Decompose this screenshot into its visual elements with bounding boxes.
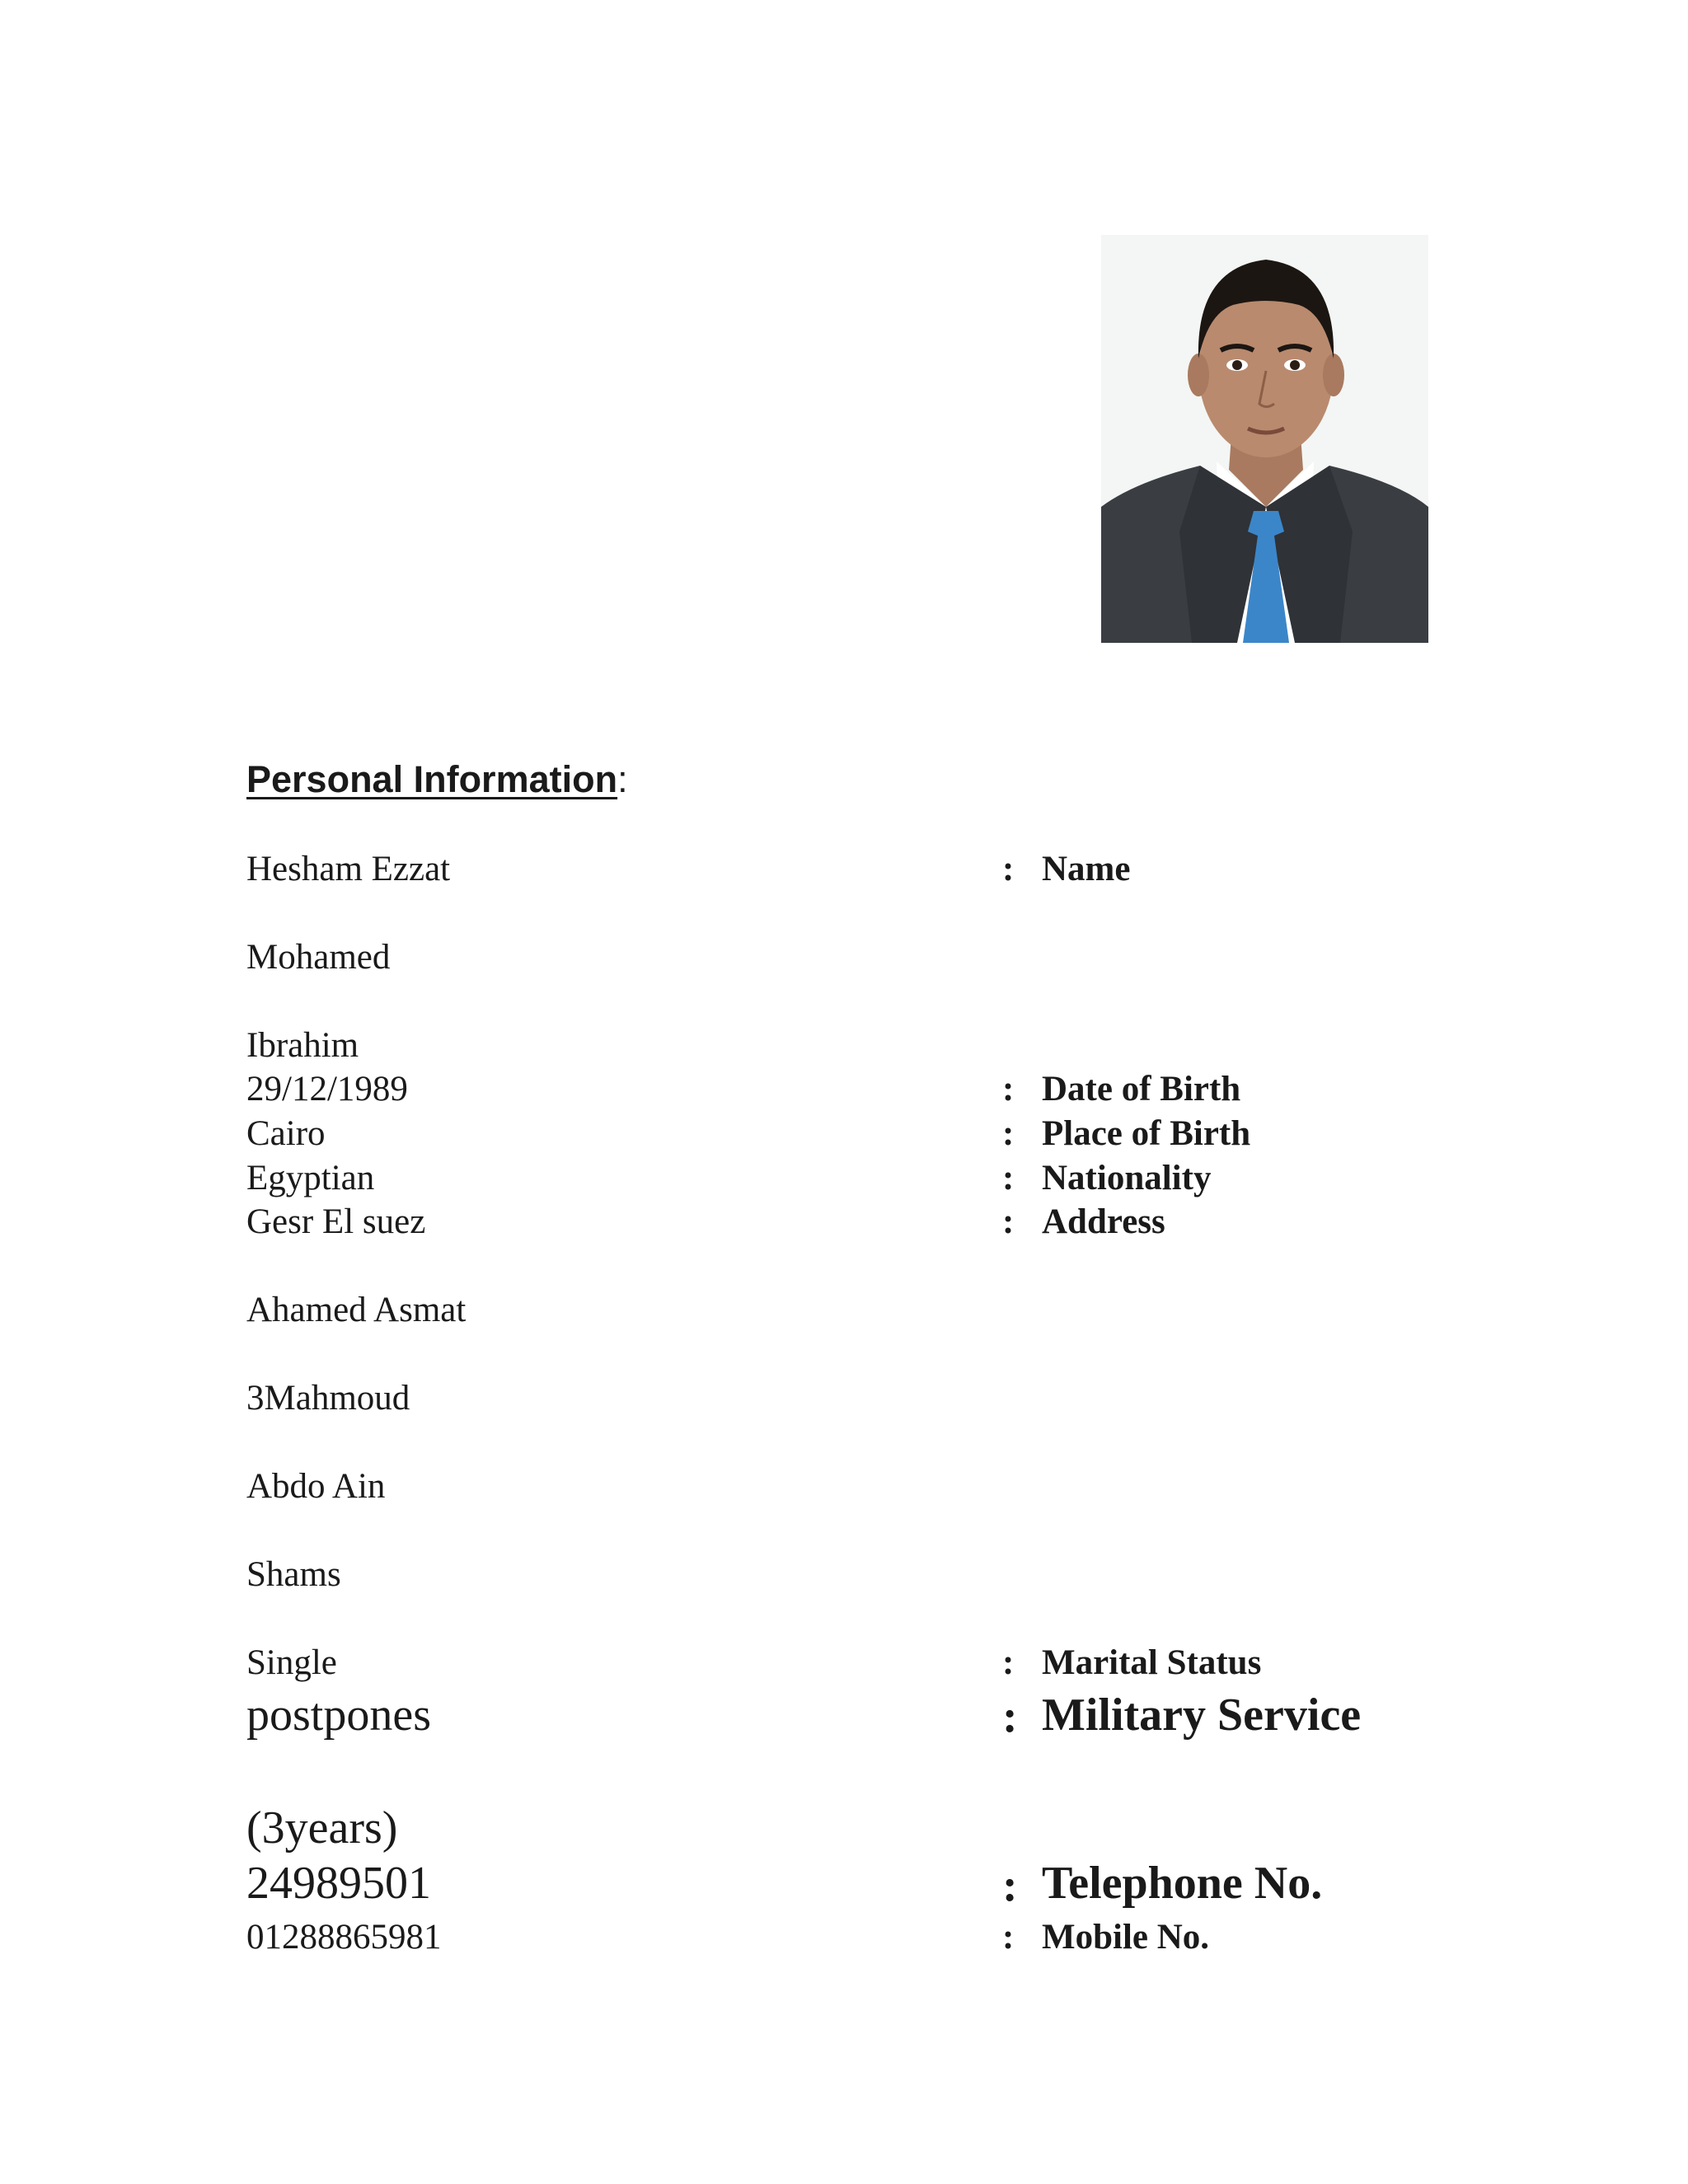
marital-status-value: Single (246, 1643, 337, 1682)
name-label: Name (1042, 850, 1131, 888)
date-of-birth-separator: : (1002, 1070, 1015, 1108)
section-title-colon: : (617, 758, 628, 800)
military-service-label: Military Service (1042, 1690, 1362, 1741)
nationality-label: Nationality (1042, 1159, 1212, 1197)
name-value-line-2: Mohamed (246, 938, 391, 977)
address-value-line-1: Gesr El suez (246, 1202, 426, 1241)
place-of-birth-value: Cairo (246, 1114, 326, 1153)
telephone-separator: : (1002, 1860, 1018, 1911)
military-service-separator: : (1002, 1691, 1018, 1742)
address-value-line-5: Shams (246, 1555, 341, 1594)
section-heading (246, 757, 628, 803)
nationality-value: Egyptian (246, 1159, 375, 1197)
address-value-line-4: Abdo Ain (246, 1467, 386, 1506)
address-value-line-2: Ahamed Asmat (246, 1291, 467, 1329)
marital-status-label: Marital Status (1042, 1643, 1262, 1682)
profile-photo (1101, 235, 1428, 643)
name-separator: : (1002, 850, 1015, 888)
name-value-line-3: Ibrahim (246, 1026, 359, 1065)
mobile-separator: : (1002, 1918, 1015, 1957)
name-value-line-1: Hesham Ezzat (246, 850, 451, 888)
nationality-separator: : (1002, 1159, 1015, 1197)
place-of-birth-separator: : (1002, 1114, 1015, 1153)
section-title: Personal Information (246, 758, 618, 800)
mobile-label: Mobile No. (1042, 1918, 1210, 1957)
address-label: Address (1042, 1202, 1165, 1241)
telephone-value: 24989501 (246, 1858, 431, 1909)
military-service-value-line-1: postpones (246, 1690, 431, 1741)
place-of-birth-label: Place of Birth (1042, 1114, 1251, 1153)
date-of-birth-label: Date of Birth (1042, 1070, 1241, 1108)
address-value-line-3: 3Mahmoud (246, 1379, 410, 1418)
telephone-label: Telephone No. (1042, 1858, 1323, 1909)
profile-photo-icon (1101, 235, 1428, 643)
address-separator: : (1002, 1202, 1015, 1241)
marital-status-separator: : (1002, 1643, 1015, 1682)
mobile-value: 01288865981 (246, 1918, 442, 1957)
date-of-birth-value: 29/12/1989 (246, 1070, 408, 1108)
military-service-value-line-2: (3years) (246, 1802, 398, 1854)
